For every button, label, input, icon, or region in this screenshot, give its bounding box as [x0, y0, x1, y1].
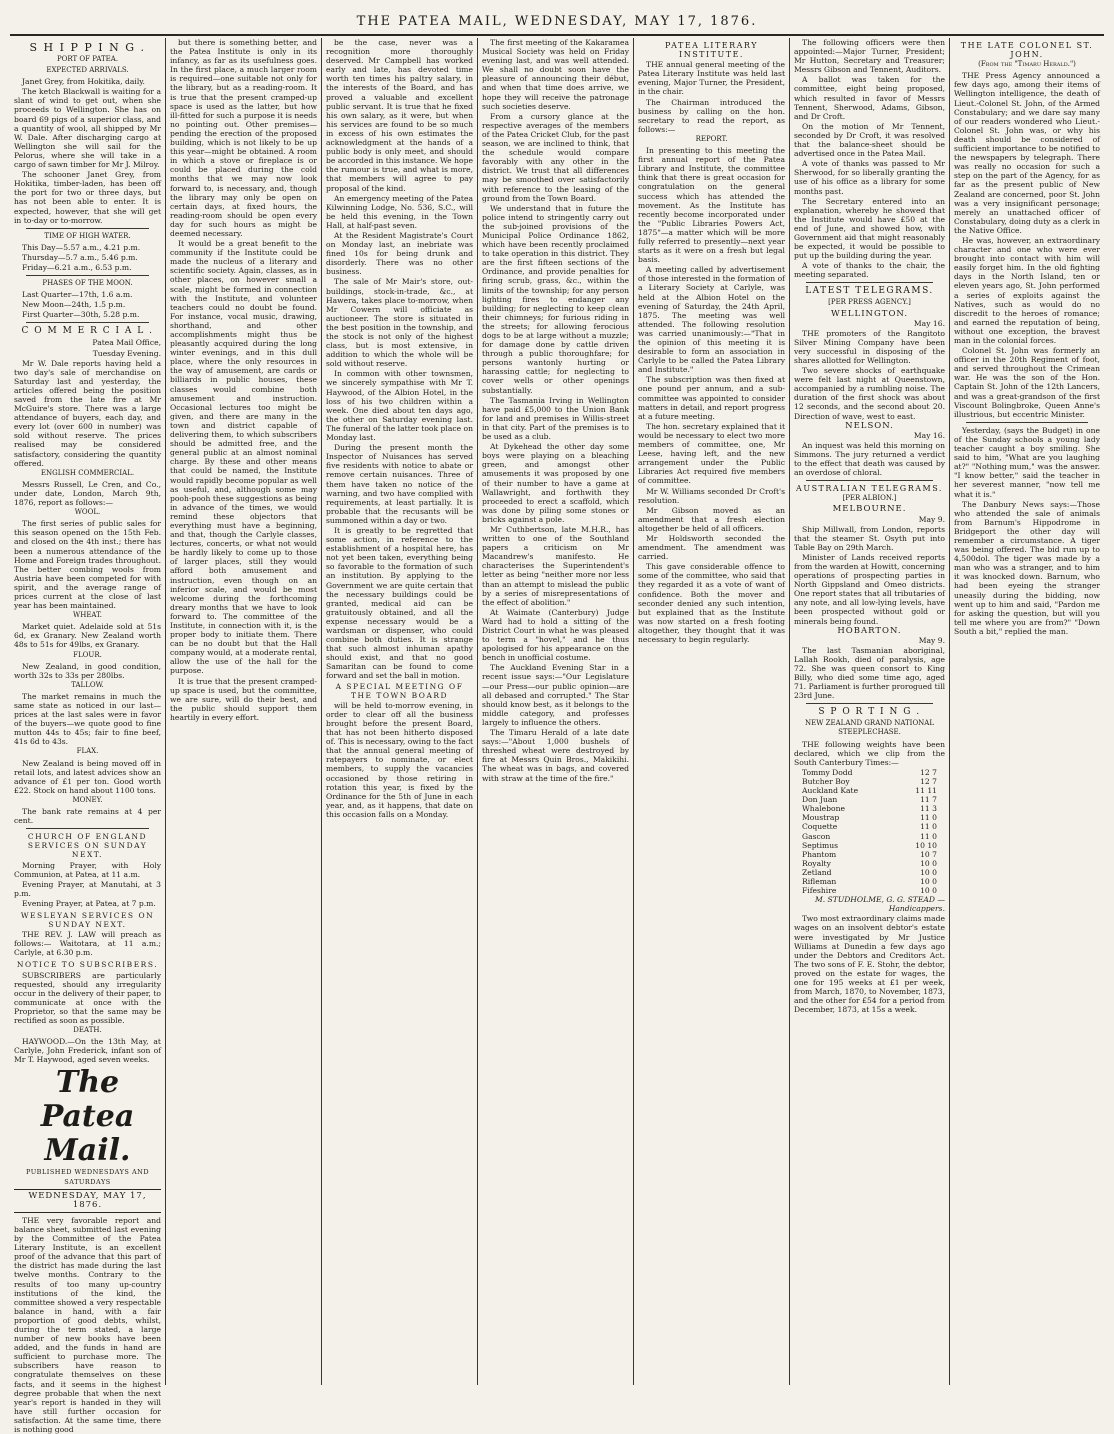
report-heading: REPORT. — [695, 134, 728, 143]
institute-text: In presenting to this meeting the first annual report of the Patea Library and Institute, the committee think that there is great occasion for congratulation on the general success which has attended the movement. As the Institute has recently become incorporated under the "Public Libraries Powers Act, 1875"—a matter which will be more fully referred to presently—next year starts as it were on a fresh but legal basis. — [638, 146, 785, 265]
moon-row: First Quarter—30th, 5.28 p.m. — [22, 310, 140, 320]
column-2 — [166, 38, 322, 1385]
local-news-item: The sale of Mr Mair's store, out-buildings, stock-in-trade, &c., at Hawera, takes place to-morrow, when Mr Cowern will officiate as auctioneer. The store is situated in the best position in the township, and the stock is not only of the highest class, but is most extensive, in addition to which the whole will be sold without reserve. — [326, 277, 473, 369]
divider — [26, 322, 149, 323]
dateline-place: HOBARTON. — [837, 625, 902, 636]
dateline-date: May 16. — [913, 430, 945, 440]
commercial-heading: C O M M E R C I A L . — [21, 326, 154, 337]
table-row: Coquette 11 0 — [802, 822, 937, 832]
telegram-text: An inquest was held this morning on Simmons. The jury returned a verdict to the effect that death was caused by an overdose of chloral. — [794, 440, 945, 478]
moon-row: Last Quarter—17th, 1.6 a.m. — [22, 290, 133, 300]
table-row: Phantom 10 7 — [802, 849, 937, 859]
wheat-text: Market quiet. Adelaide sold at 51s 6d, ex Granary. New Zealand worth 48s to 51s for 49lbs, ex Granary. — [14, 622, 161, 650]
institute-text: The Secretary entered into an explanation, whereby he showed that the Institute would have £50 at the end of June, and showed how, with Government aid that might reasonably be expected, it would be possible to put up the building during the year. — [794, 196, 945, 261]
tallow-text: The market remains in much the same state as noticed in our last—prices at the last sales were in favor of the buyers—we quote good to fine mutton 44s to 45s; fair to fine beef, 41s 6d to 43s. — [14, 691, 161, 747]
table-row: Tommy Dodd 12 7 — [802, 767, 937, 777]
flour-text: New Zealand, in good condition, worth 32s to 33s per 280lbs. — [14, 661, 161, 680]
table-row: Moustrap 11 0 — [802, 813, 937, 823]
sporting-text: THE following weights have been declared, which we clip from the South Canterbury Times:— — [794, 739, 945, 767]
local-news-item: During the present month the Inspector of Nuisances has served five residents with notice to abate or remove certain nuisances. Three of them have taken no notice of the warning, and two have complied with requirements, at least partially. It is probable that the recusants will be summoned within a day or two. — [326, 443, 473, 525]
telegrams-source: [PER PRESS AGENCY.] — [828, 298, 911, 307]
steeplechase-heading: NEW ZEALAND GRAND NATIONAL STEEPLECHASE. — [804, 719, 935, 737]
anecdote-text: Yesterday, (says the Budget) in one of the Sunday schools a young lady teacher caught a boy smiling. She said to him, "What are you laughing at?" "Nothing mum," was the answer. "I know better," said the teacher in her severest manner, "now tell me what it is." — [954, 425, 1100, 499]
telegram-text: THE promoters of the Rangitoto Silver Mining Company have been very successful in disposing of the shares allotted for Wellington. — [794, 328, 945, 365]
local-news-item: The Tasmania Irving in Wellington have paid £5,000 to the Union Bank for land and premises in Willis-street in that city. Part of the premises is to be used as a club. — [482, 395, 629, 442]
local-news-item: Mr Cuthbertson, late M.H.R., has written to one of the Southland papers a criticism on Mr Macandrew's manifesto. He characterises the Superintendent's letter as being "neither more nor less than an attempt to mislead the public by a series of misrepresentations of the effect of abolition." — [482, 524, 629, 607]
divider — [26, 228, 149, 229]
column-6 — [790, 38, 950, 1385]
sporting-heading: S P O R T I N G . — [818, 707, 921, 718]
institute-text: The Chairman introduced the business by calling on the hon. secretary to read the report, as follows:— — [638, 97, 785, 134]
money-heading: MONEY. — [72, 795, 103, 804]
telegram-text: Ship Millwall, from London, reports that the steamer St. Osyth put into Table Bay on 29th March. — [794, 524, 945, 552]
institute-text: The hon. secretary explained that it would be necessary to elect two more members of committee, one, Mr Leese, having left, and the new arrangement under the Public Libraries Act required five members of committee. — [638, 421, 785, 486]
dateline-date: May 9. — [918, 635, 945, 645]
column-1 — [10, 38, 166, 1434]
arrivals-heading: EXPECTED ARRIVALS. — [46, 66, 129, 75]
notice-text: SUBSCRIBERS are particularly requested, should any irregularity occur in the delivery of their paper, to communicate at once with the Proprietor, so that the same may be rectified as soon as possible. — [14, 970, 161, 1025]
institute-text: The subscription was then fixed at one pound per annum, and a sub-committee was appointed to consider matters in detail, and report progress at a future meeting. — [638, 375, 785, 421]
obituary-text: He was, however, an extraordinary character and one who were ever brought into contact with him will easily forget him. In the old fighting days in the North Island, ten or eleven years ago, St. John performed a series of exploits against the Natives, such as would do no discredit to the heroes of romance; and earned the reputation of being, without one exception, the bravest man in the colonial forces. — [954, 235, 1100, 345]
death-text: HAYWOOD.—On the 13th May, at Carlyle, John Frederick, infant son of Mr T. Haywood, aged seven weeks. — [14, 1037, 161, 1065]
table-row: Fifeshire 10 0 — [802, 886, 937, 896]
church-row: Evening Prayer, at Manutahi, at 3 p.m. — [14, 879, 161, 898]
columns — [10, 38, 1104, 1434]
table-row: Whalebone 11 3 — [802, 804, 937, 814]
local-news-item: The Auckland Evening Star in a recent issue says:—"Our Legislature—our Press—our public opinion—are all debased and corrupted." The Star should know best, as it belongs to the middle category, and professes largely to influence the others. — [482, 663, 629, 727]
wesleyan-text: THE REV. J. LAW will preach as follows:— Waitotara, at 11 a.m.; Carlyle, at 6.30 p.m. — [14, 930, 161, 958]
dateline-place: MELBOURNE. — [832, 504, 907, 515]
institute-text: A vote of thanks to the chair, the meeting separated. — [794, 261, 945, 280]
local-news-item: The first meeting of the Kakaramea Musical Society was held on Friday evening last, and was well attended. We shall no doubt soon have the pleasure of announcing their début, and when that time does arrive, we hope they will receive the patronage such societies deserve. — [482, 38, 629, 111]
flour-heading: FLOUR. — [73, 650, 102, 659]
table-row: Auckland Kate 11 11 — [802, 786, 937, 796]
institute-text: A vote of thanks was passed to Mr Sherwood, for so liberally granting the use of his office as a library for some months past. — [794, 159, 945, 196]
divider — [966, 422, 1088, 423]
church-heading: CHURCH OF ENGLAND SERVICES ON SUNDAY NEXT. — [27, 832, 148, 860]
port-heading: PORT OF PATEA. — [56, 55, 119, 63]
divider — [806, 282, 933, 283]
table-row: Zetland 10 0 — [802, 867, 937, 877]
tide-row: Friday—6.21 a.m., 6.53 p.m. — [22, 262, 132, 272]
dateline-place: NELSON. — [845, 420, 894, 431]
masthead — [10, 8, 1104, 36]
institute-text: Mr Gibson moved as an amendment that a fresh election altogether be held of all officers. — [638, 505, 785, 533]
handicappers: M. STUDHOLME, G. G. STEAD — Handicappers. — [814, 895, 945, 914]
paper-nameplate: The Patea Mail. — [40, 1065, 135, 1169]
institute-heading: PATEA LITERARY INSTITUTE. — [665, 41, 758, 60]
wheat-heading: WHEAT. — [73, 611, 102, 620]
death-heading: DEATH. — [73, 1026, 102, 1035]
divider — [26, 275, 149, 276]
tide-row: Thursday—5.7 a.m., 5.46 p.m. — [22, 252, 138, 262]
leader-continued: It is true that the present cramped-up space is used, but the committee, we are sure, will do their best, and the public should support them heartily in every effort. — [170, 676, 317, 722]
town-board-heading: A SPECIAL MEETING OF THE TOWN BOARD — [335, 681, 464, 700]
institute-text: The following officers were then appointed:—Major Turner, President; Mr Hutton, Secretary and Treasurer; Messrs Gibson and Tennent, Auditors. — [794, 38, 945, 75]
column-7 — [950, 38, 1104, 1385]
local-news-item: In common with other townsmen, we sincerely sympathise with Mr T. Haywood, of the Albion Hotel, in the loss of his two children within a week. One died about ten days ago, the other on Saturday evening last. The funeral of the latter took place on Monday last. — [326, 369, 473, 443]
commercial-article: Mr W. Dale reports having held a two day's sale of merchandise on Saturday last and yesterday, the articles offered being the position saved from the late fire at Mr McGuire's store. There was a large attendance of buyers, each day, and every lot (over 600 in number) was sold without reserve. The prices realised may be considered satisfactory, considering the quantity offered. — [14, 358, 161, 468]
local-news-item: At Waimate (Canterbury) Judge Ward had to hold a sitting of the District Court in what he was pleased to term a "hovel," and he thus apologised for his appearance on the bench in unofficial costume. — [482, 607, 629, 663]
shipping-heading: S H I P P I N G . — [29, 41, 146, 54]
column-3 — [322, 38, 478, 1385]
telegram-text: Two severe shocks of earthquake were felt last night at Queenstown, accompanied by a rumbling noise. The duration of the first shock was about 12 seconds, and the second about 20. Direction of wave, west to east. — [794, 366, 945, 421]
leader-continued: It would be a great benefit to the community if the Institute could be made the nucleus of a literary and scientific society. Again, classes, as in other places, on however small a scale, might be formed in connection with the Institute, and volunteer teachers could no doubt be found. For instance, vocal music, drawing, shorthand, and other accomplishments might thus be pleasantly acquired during the long winter evenings, and in this dull place, where the only resources in the way of amusement, are cards or billiards in public houses, these classes would combine both amusement and instruction. Occasional lectures too might be given, and there are many in the town and district capable of delivering them, to which subscribers should be admitted free, and the general public at an almost nominal charge. By these and other means that could be named, the Institute would rapidly become popular as well as useful, and, although some may pooh-pooh these suggestions as being in advance of the times, we would remind these objectors that everything must have a beginning, and that, though the Carlyle classes, lectures, concerts, or what not would be hardly likely to come up to those of larger places, still they would afford both amusement and instruction, even though on an inferior scale, and would be most welcome during the forthcoming dreary months that we have to look forward to. The committee of the Institute, in connection with it, is the proper body to initiate them. There can be no doubt but that the Hall company would, at a moderate rental, allow the use of the hall for the purpose. — [170, 239, 317, 676]
divider — [806, 480, 933, 481]
divider — [26, 828, 149, 829]
table-row: Rifleman 10 0 — [802, 876, 937, 886]
local-news-item: We understand that in future the police intend to stringently carry out the sub-joined provisions of the Municipal Police Ordinance 1862, which have been recently proclaimed to take operation in this district. They are the first fifteen sections of the Ordinance, and provide penalties for firing scrub, grass, &c., within the limits of the township; for any person lighting fires to endanger any building; for neglecting to keep clean their chimneys; for furious riding in the streets; for allowing ferocious dogs to be at large without a muzzle; for damage done by cattle driven through a public thoroughfare; for persons wantonly hurting or harassing cattle; for neglecting to cover wells or other openings substantially. — [482, 203, 629, 395]
local-news-item: The Timaru Herald of a late date says:—"About 1,000 bushels of threshed wheat were destroyed by fire at Messrs Quin Bros., Makikihi. The wheat was in bags, and covered with straw at the time of the fire." — [482, 728, 629, 783]
table-row: Don Juan 11 7 — [802, 795, 937, 805]
local-news-item: will be held to-morrow evening, in order to clear off all the business brought before the present Board, that has not been hitherto disposed of. This is necessary, owing to the fact that the annual general meeting of ratepayers to nominate, or elect members, to supply the vacancies occasioned by those retiring in rotation this year, is fixed by the Ordinance for the 5th of June in each year, and, as it happens, that date on this occasion falls on a Monday. — [326, 700, 473, 819]
english-commercial-heading: ENGLISH COMMERCIAL. — [40, 468, 135, 477]
dateline-date: May 16. — [913, 318, 945, 328]
church-row: Morning Prayer, with Holy Communion, at Patea, at 11 a.m. — [14, 860, 161, 879]
institute-text: THE annual general meeting of the Patea Literary Institute was held last evening, Major Turner, the President, in the chair. — [638, 60, 785, 97]
column-5 — [634, 38, 790, 1385]
nameplate-subtitle: PUBLISHED WEDNESDAYS AND SATURDAYS — [14, 1168, 161, 1189]
telegram-text: Minister of Lands received reports from the warden at Howitt, concerning operations of prospecting parties in North Gippsland and Omeo districts. One report states that all tributaries of any note, and all low-lying levels, have been prospected without gold or minerals being found. — [794, 552, 946, 626]
local-news-item: be the case, never was a recognition more thoroughly deserved. Mr Campbell has worked early and late, has devoted time worth ten times his paltry salary, in the interests of the Board, and has proved a valuable and excellent public servant. It is true that he fixed his own salary, as it were, but when his services are found to be so much in excess of his own estimates the acknowledgment at the hands of a public body is only meet, and should be accorded in this instance. We hope the rumour is true, and what is more, that members will agree to pay proposal of the kind. — [326, 38, 473, 193]
institute-text: Mr Holdsworth seconded the amendment. The amendment was carried. — [638, 533, 785, 562]
local-news-item: At the Resident Magistrate's Court on Monday last, an inebriate was fined 10s for being drunk and disorderly. There was no other business. — [326, 230, 473, 277]
church-row: Evening Prayer, at Patea, at 7 p.m. — [22, 898, 156, 908]
table-row: Gascon 11 0 — [802, 831, 937, 841]
institute-text: A ballot was taken for the committee, eight being proposed, which resulted in favor of Messrs Tennent, Sherwood, Adams, Gibson, and Dr Croft. — [794, 75, 945, 121]
table-row: Septimus 10 10 — [802, 840, 937, 850]
leader-continued: but there is something better, and the Patea Institute is only in its infancy, as far as its usefulness goes. In the first place, a much larger room is required—one suitable not only for the library, but as a reading-room. It is true that the present cramped-up space is used as the latter, but how ill-fitted for such a purpose it is needs no pointing out. Other premises—pending the erection of the proposed building, which is not likely to be up this year—might be obtained. A room in which a stove or fireplace is or could be placed during the cold months that we may now look forward to, is necessary, and, though the library may only be open on certain days, at fixed hours, the reading-room should be open every day for such hours as might be deemed necessary. — [170, 38, 317, 238]
dateline-date: May 9. — [918, 514, 945, 524]
tide-row: This Day—5.57 a.m., 4.21 p.m. — [22, 242, 141, 252]
flax-text: New Zealand is being moved off in retail lots, and latest advices show an advance of £1 per ton. Good worth £22. Stock on hand about 1100 tons. — [14, 758, 161, 795]
money-text: The bank rate remains at 4 per cent. — [14, 807, 161, 826]
wool-text: The first series of public sales for this season opened on the 15th Feb. and closed on the 4th inst.; there has been a numerous attendance of the Home and Foreign trades throughout. The better combing wools from Austria have been competed for with spirit, and the average range of prices current at the close of last year has been maintained. — [14, 519, 161, 611]
divider — [806, 703, 933, 704]
column-4 — [478, 38, 634, 1385]
wesleyan-heading: WESLEYAN SERVICES ON SUNDAY NEXT. — [20, 910, 155, 930]
flax-heading: FLAX. — [76, 747, 99, 756]
local-news-item: From a cursory glance at the respective averages of the members of the Patea Cricket Club, for the past season, we are inclined to think, that the schedule would compare favorably with any other in the district. We trust that all differences may be smoothed over satisfactorily with reference to the leasing of the ground from the Town Board. — [482, 111, 629, 203]
arrivals-text: Janet Grey, from Hokitika, daily. — [22, 77, 145, 87]
shipping-article: The schooner Janet Grey, from Hokitika, timber-laden, has been off the port for two or three days, but has not been able to enter. It is expected, however, that she will get in to-day or to-morrow. — [14, 170, 161, 225]
moon-row: New Moon—24th, 1.5 p.m. — [22, 300, 126, 310]
leader-article: THE very favorable report and balance sheet, submitted last evening by the Committee of the Patea Literary Institute, is an excellent proof of the advance that this part of the district has made during the last twelve months. Contrary to the results of too many up-country institutions of the kind, the committee showed a very respectable balance in hand, with a fair proportion of good debts, whilst, during the term stated, a large number of new books have been added, and the funds in hand are sufficient to purchase more. The subscribers have reason to congratulate themselves on these facts, and it seems in the highest degree probable that when the next year's report is handed in they will have still further occasion for satisfaction. At the same time, there is nothing good — [14, 1215, 161, 1434]
notice-heading: NOTICE TO SUBSCRIBERS. — [16, 960, 159, 970]
moon-heading: PHASES OF THE MOON. — [42, 279, 133, 288]
table-row: Royalty 10 0 — [802, 858, 937, 868]
local-news-item: An emergency meeting of the Patea Kilwinning Lodge, No. 536, S.C., will be held this evening, in the Town Hall, at half-past seven. — [326, 193, 473, 230]
institute-text: Mr W. Williams seconded Dr Croft's resolution. — [638, 486, 785, 505]
nameplate-date: WEDNESDAY, MAY 17, 1876. — [14, 1190, 161, 1213]
obituary-text: THE Press Agency announced a few days ago, among their items of Wellington intelligence, the death of Lieut.-Colonel St. John, of the Armed Constabulary; and we dare say many of our readers wondered who Lieut.-Colonel St. John was, or why his death should be considered of sufficient importance to be notified to the newspapers by telegraph. There was really no occasion for such a step on the part of the Agency, for as far as the present public of New Zealand are concerned, poor St. John was a very insignificant personage; merely an unattached officer of Constabulary, doing duty as a clerk in the Native Office. — [954, 71, 1100, 235]
tide-heading: TIME OF HIGH WATER. — [44, 231, 131, 240]
obituary-heading: THE LATE COLONEL ST. JOHN. — [960, 41, 1094, 60]
obituary-source: (From the "Timaru Herald.") — [978, 60, 1076, 69]
dateline-place: WELLINGTON. — [830, 308, 909, 319]
shipping-article: The ketch Blackwall is waiting for a slant of wind to get out, when she proceeds to Wellington. She has on board 69 pigs of a superior class, and a quantity of wool, all shipped by Mr W. Dale. After discharging cargo at Wellington she will sail for the Pelorus, where she will take in a cargo of sawn timber for Mr J. Milroy. — [14, 87, 161, 170]
institute-text: A meeting called by advertisement of those interested in the formation of a Literary Society at Carlyle, was held at the Albion Hotel on the evening of Saturday, the 24th April, 1875. The meeting was well attended. The following resolution was carried unanimously:—"That in the opinion of this meeting it is desirable to form an association in Carlyle to be called the Patea Library and Institute." — [638, 265, 785, 375]
anecdote-text: The Danbury News says:—Those who attended the sale of animals from Barnum's Hippodrome in Bridgeport the other day will remember a circumstance. A tiger was being offered. The bid run up to 4,500dol. The tiger was made by a man who was a stranger, and to him it was knocked down. Barnum, who had been eyeing the stranger uneasily during the bidding, now went up to him and said, "Pardon me for asking the question, but will you tell me where you are from?" "Down South a bit," replied the man. — [954, 499, 1100, 636]
running-header: THE PATEA MAIL, WEDNESDAY, MAY 17, 1876. — [356, 13, 758, 29]
telegram-text: The last Tasmanian aboriginal, Lallah Rookh, died of paralysis, age 72. She was queen consort to King Billy, who died some time ago, aged 71. Parliament is further prorogued till 23rd June. — [794, 645, 945, 701]
institute-text: This gave considerable offence to some of the committee, who said that they regarded it as a vote of want of confidence. Both the mover and seconder denied any such intention, but explained that as the Institute was now started on a fresh footing altogether, they thought that it was necessary to begin regularly. — [638, 562, 785, 644]
institute-text: On the motion of Mr Tennent, seconded by Dr Croft, it was resolved that the balance-sheet should be advertised once in the Patea Mail. — [794, 121, 945, 159]
obituary-text: Colonel St. John was formerly an officer in the 20th Regiment of foot, and served throughout the Crimean war. He was the son of the Hon. Captain St. John of the 12th Lancers, and was a great-grandson of the first Viscount Bolingbroke, Queen Anne's illustrious, but eccentric Minister. — [954, 346, 1100, 419]
office-date: Tuesday Evening. — [92, 348, 161, 358]
wool-heading: WOOL. — [74, 508, 101, 517]
news-text: Two most extraordinary claims made wages on an insolvent debtor's estate were investigated by Mr Justice Williams at Dunedin a few days ago under the Debtors and Creditors Act. The two sons of F. E. Stohr, the debtor, proved on the estate for wages, the one for 195 weeks at £1 per week, from March, 1870, to November, 1873, and the other for £54 for a period from December, 1873, at 15s a week. — [794, 914, 945, 1015]
table-row: Butcher Boy 12 7 — [802, 776, 937, 786]
local-news-item: It is greatly to be regretted that some action, in reference to the establishment of a hospital here, has not yet been taken, everything being so favorable to the formation of such an institution. By applying to the Government we are quite certain that the necessary buildings could be granted, medical aid can be gratuitously obtained, and all the expense necessary would be a wardsman or dispenser, who could combine both duties. It is strange that such almost inhuman apathy should exist, and that no good Samaritan can be found to come forward and set the ball in motion. — [326, 525, 473, 681]
telegrams-heading: LATEST TELEGRAMS. — [805, 286, 934, 297]
english-commercial-text: Messrs Russell, Le Cren, and Co., under date, London, March 9th, 1876, report as follows:— — [14, 479, 161, 508]
weights-table — [794, 768, 945, 895]
office-line: Patea Mail Office, — [92, 338, 161, 348]
australian-telegrams-heading: AUSTRALIAN TELEGRAMS. — [796, 484, 943, 494]
australian-telegrams-source: [PER ALBION.] — [842, 494, 897, 503]
local-news-item: At Dykehead the other day some boys were playing on a bleaching green, and amongst other amusements it was proposed by one of their number to have a game at Wallawright, and forthwith they proceeded to erect a scaffold, which was done by piling some stones or bricks against a pole. — [482, 442, 629, 524]
tallow-heading: TALLOW. — [71, 680, 104, 689]
